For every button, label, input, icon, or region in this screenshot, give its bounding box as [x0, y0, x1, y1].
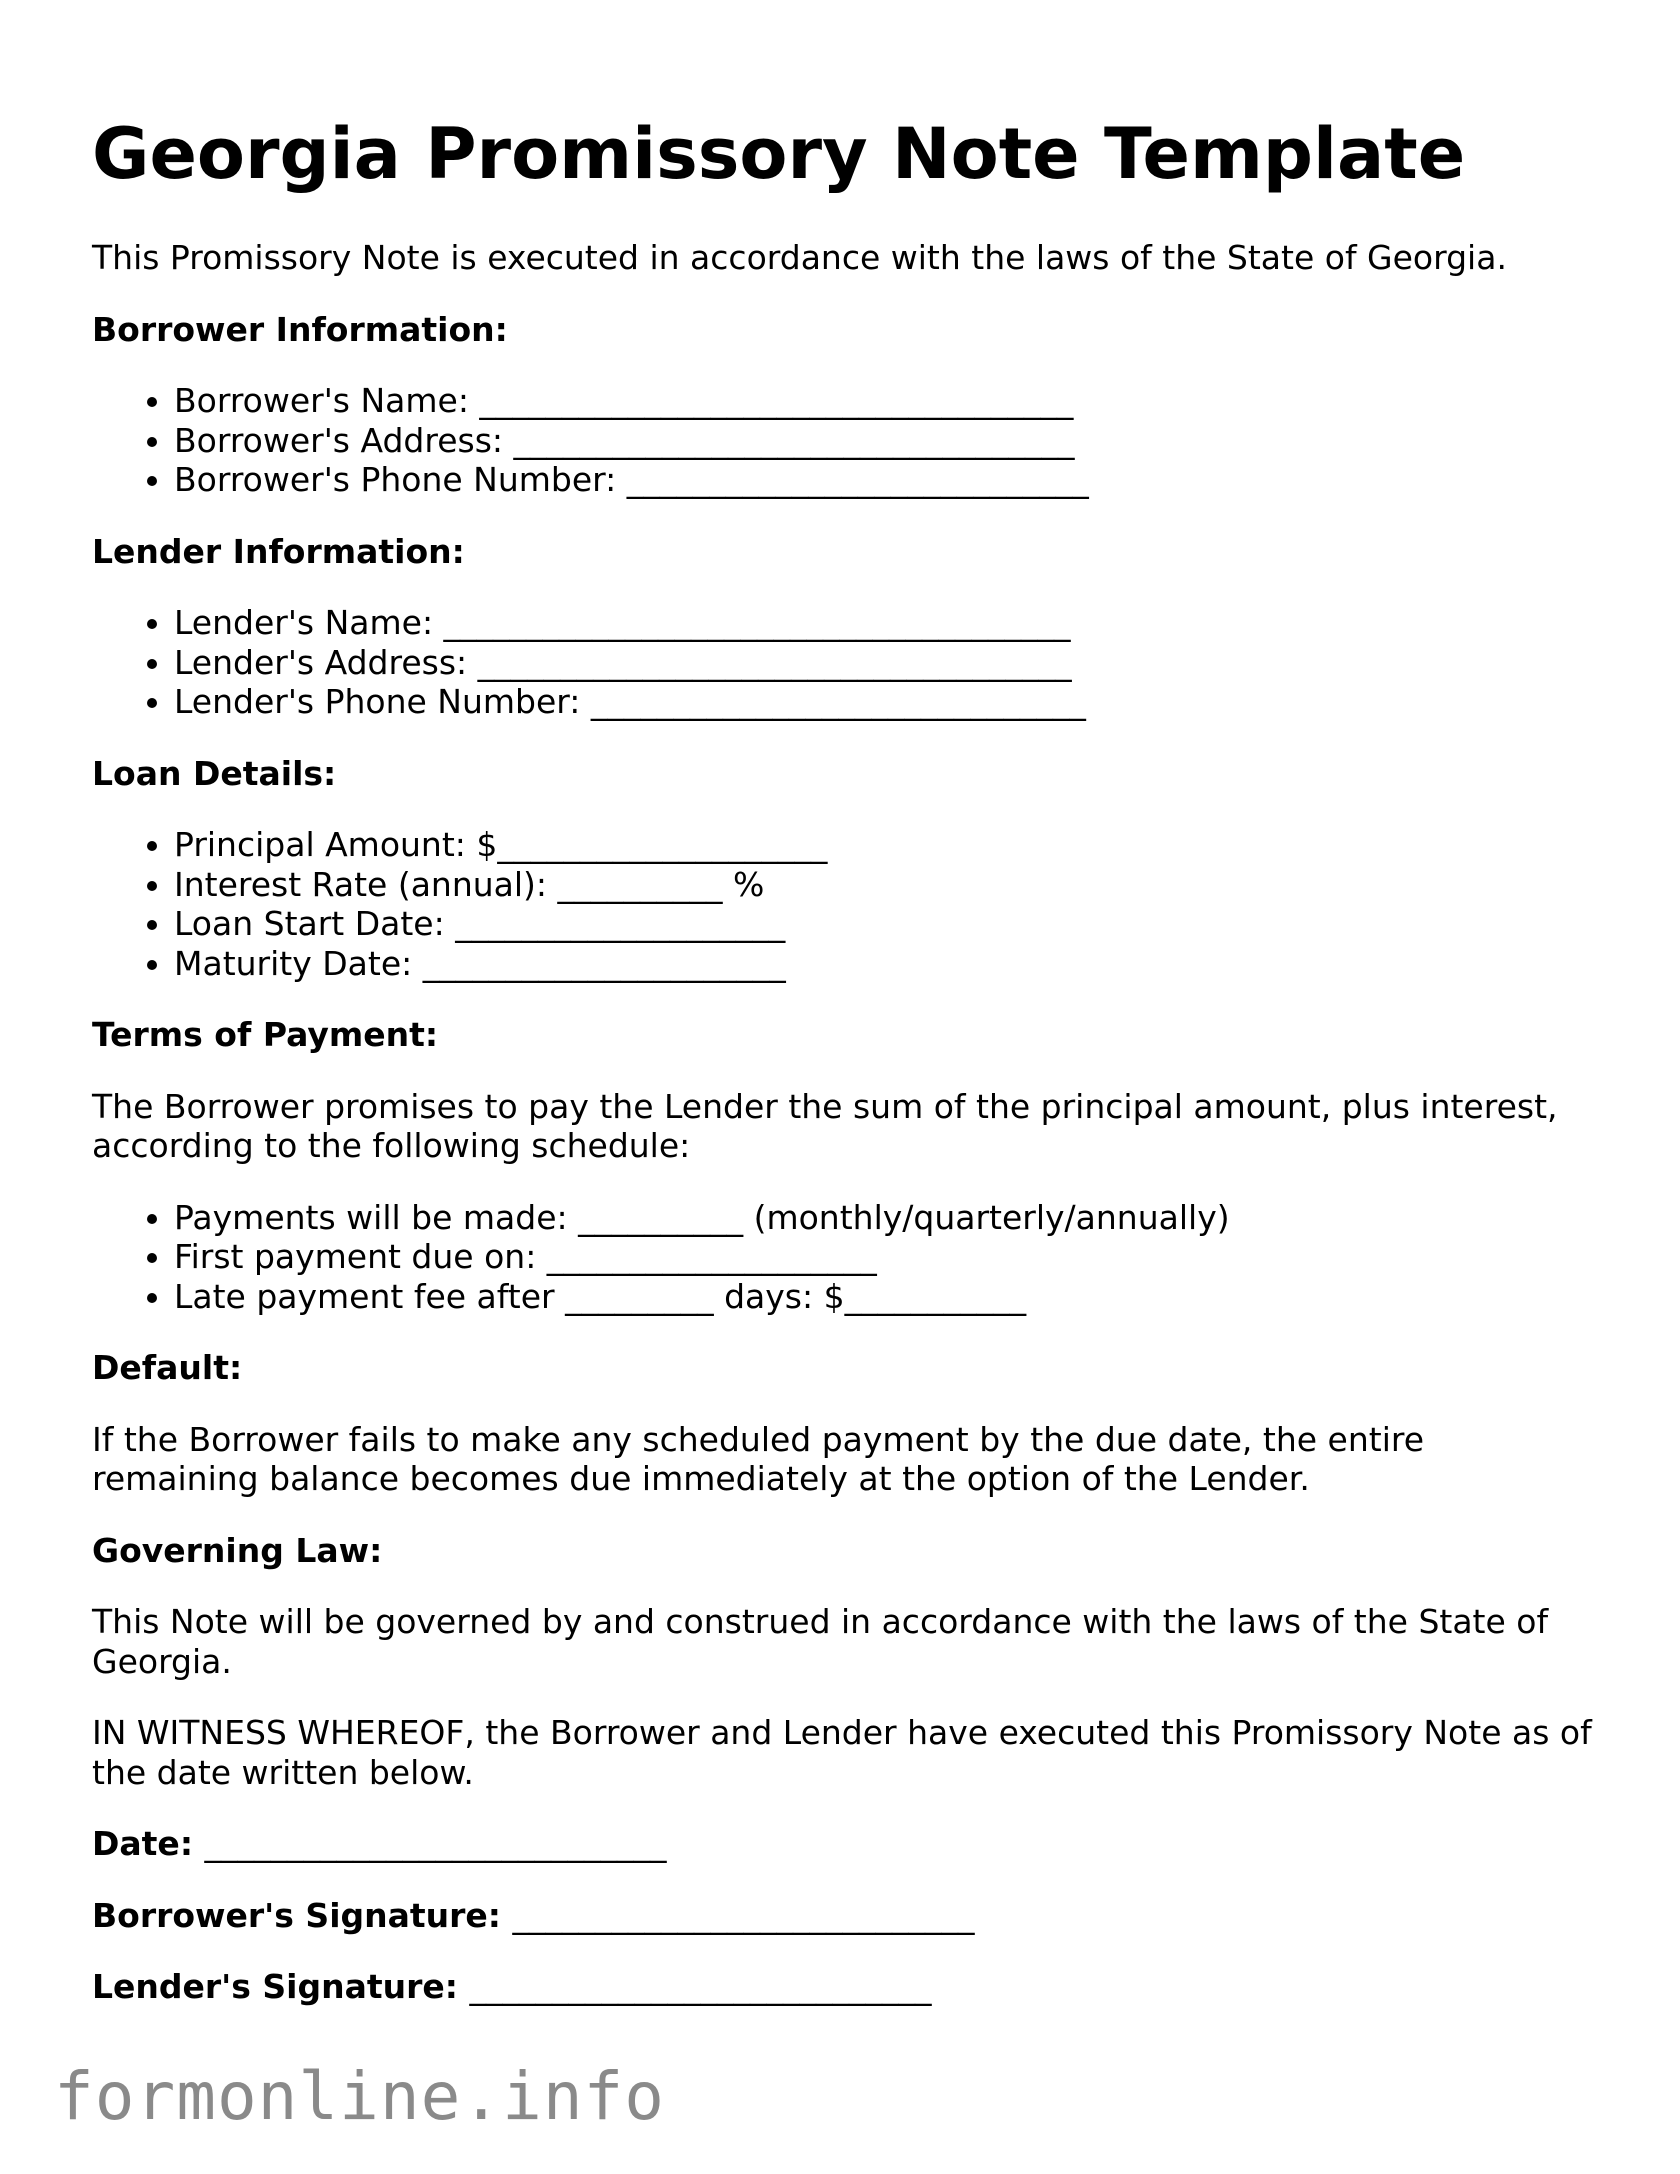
date-line [92, 1824, 1592, 1864]
borrower-address-item: • Borrower's Address: __________________________________ [174, 421, 1592, 461]
lender-phone-item: • Lender's Phone Number: ______________________________ [174, 682, 1592, 722]
start-date-item: • Loan Start Date: ____________________ [174, 904, 1592, 944]
loan-list [92, 825, 1592, 983]
terms-list [92, 1198, 1592, 1317]
watermark: formonline.info [54, 2058, 666, 2135]
payment-frequency-item: • Payments will be made: __________ (monthly/quarterly/annually) [174, 1198, 1592, 1238]
document-body [92, 238, 1592, 2039]
loan-heading: Loan Details: [92, 753, 337, 793]
witness-paragraph: IN WITNESS WHEREOF, the Borrower and Lender have executed this Promissory Note as of the date written below. [92, 1713, 1592, 1792]
borrower-signature-label: Borrower's Signature: [92, 1895, 502, 1935]
first-payment-item: • First payment due on: ____________________ [174, 1237, 1592, 1277]
borrower-phone-item: • Borrower's Phone Number: ____________________________ [174, 460, 1592, 500]
default-paragraph: If the Borrower fails to make any scheduled payment by the due date, the entire remaining balance becomes due immediately at the option of the Lender. [92, 1419, 1425, 1498]
interest-rate-item: • Interest Rate (annual): __________ % [174, 865, 1592, 905]
terms-heading: Terms of Payment: [92, 1015, 439, 1054]
borrower-list [92, 381, 1592, 500]
borrower-signature-blank: ____________________________ [512, 1895, 975, 1935]
maturity-date-item: • Maturity Date: ______________________ [174, 944, 1592, 984]
borrower-heading: Borrower Information: [92, 309, 508, 349]
terms-paragraph: The Borrower promises to pay the Lender the sum of the principal amount, plus interest, according to the following schedule: [92, 1086, 1558, 1165]
document-title: Georgia Promissory Note Template [92, 113, 1466, 195]
principal-item: • Principal Amount: $____________________ [174, 825, 1592, 865]
lender-signature-line [92, 1967, 1592, 2007]
date-blank: ____________________________ [204, 1824, 667, 1863]
governing-law-heading: Governing Law: [92, 1530, 383, 1570]
lender-name-item: • Lender's Name: ______________________________________ [174, 603, 1592, 643]
borrower-signature-line [92, 1896, 1592, 1936]
date-label: Date: [92, 1824, 194, 1863]
lender-signature-blank: ____________________________ [469, 1967, 932, 2006]
governing-law-paragraph: This Note will be governed by and construed in accordance with the laws of the State of Georgia. [92, 1602, 1549, 1681]
default-heading: Default: [92, 1348, 243, 1387]
lender-heading: Lender Information: [92, 531, 465, 571]
lender-signature-label: Lender's Signature: [92, 1967, 458, 2006]
lender-list [92, 603, 1592, 722]
borrower-name-item: • Borrower's Name: ____________________________________ [174, 381, 1592, 421]
late-fee-item: • Late payment fee after _________ days: $___________ [174, 1277, 1592, 1317]
intro-paragraph: This Promissory Note is executed in accordance with the laws of the State of Georgia. [92, 238, 1507, 277]
lender-address-item: • Lender's Address: ____________________________________ [174, 643, 1592, 683]
